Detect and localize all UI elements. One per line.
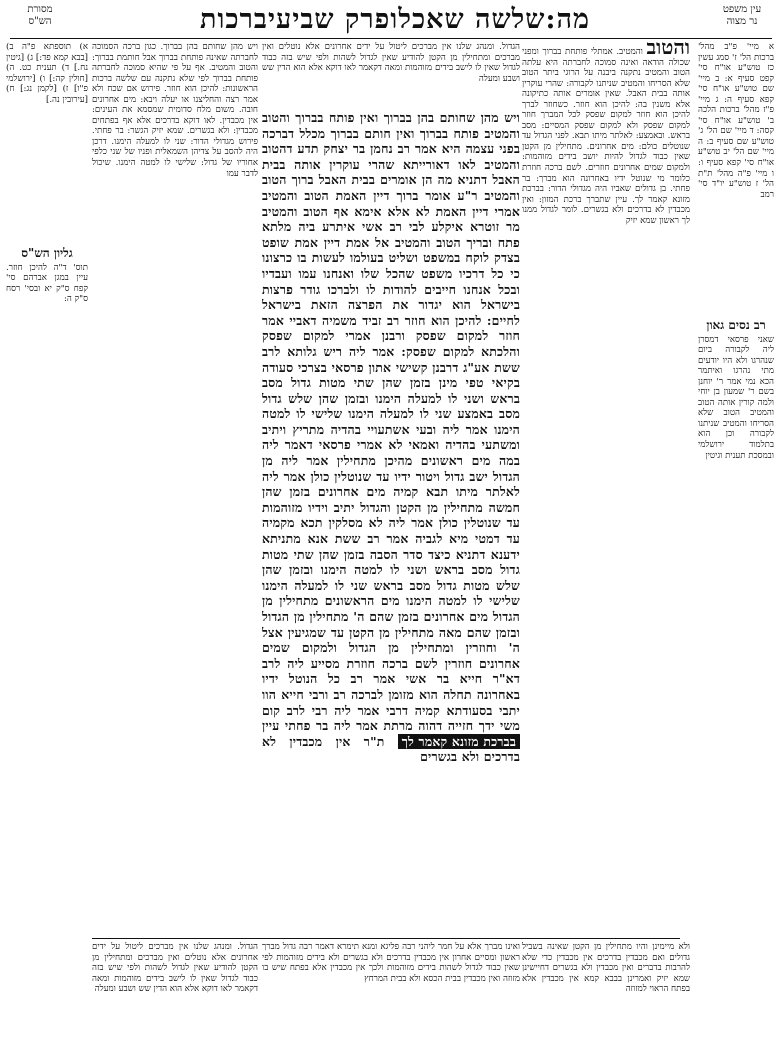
title-chapter-name: שלשה שאכלו xyxy=(390,3,546,35)
bottom-left-text: הגדול. ומנהג שלנו אין מברכים ליטול על ידים אחרונים אלא נוטלים ואין מברכים ומתחילין מן הקטן להודיע שאין לגדול לשהות ולפי שיש בזה כבוד לגדול שאין לו לישב בידים מזוהמות ומאה דקאמר לאו דוקא אלא הוא הדין שש ושבע ומעלה xyxy=(92,942,258,995)
hashas-label: הש"ס xyxy=(28,16,52,27)
rabbeinu-nissim-title: רב נסים גאון xyxy=(706,318,766,332)
ein-mishpat-label: עין משפט xyxy=(722,4,762,15)
bottom-rule xyxy=(92,938,680,939)
rabbeinu-nissim xyxy=(698,318,774,658)
masoret-label: מסורת xyxy=(27,4,53,15)
bottom-center-text: ואינו מברך אלא על חמר ליהני רבה פליגא ומנא תימרא דאמר רבה גדול מברך ראשון ומסיים אחרון אין מכבדין בדרכים ולא בגשרים ולא בידים מזוהמות לפי שאין כבוד לגדול לשהות בידים מזוהמות ולכך אין מכבדין אלא בפתח שיש בו מזוזה ואין מכבדין בבית הכסא ולא בבית המרחץ xyxy=(262,942,520,984)
rashi-column xyxy=(522,42,690,934)
masoret-text: א) תוספתא פ"ה ב) [בבא קמא פד:] ג) [גיטין נח.] ד) תענית כט. ה) [חולין קה:] ו) [ירושלמי פ"ו] ז) [לקמן נג:] ח) [עירובין נה.] xyxy=(6,42,88,105)
tosafot-top-band xyxy=(262,42,520,106)
gilyon-hashas xyxy=(6,246,88,366)
tosafot-column xyxy=(92,42,258,934)
gemara-text: מהן שחותם בהן בברוך ואין פותח בברוך והטוב והמטיב פותח בברוך ואין חותם בברוך מכלל דברכה בפני עצמה היא אמר רב נחמן בר יצחק תדע דהטוב והמטיב לאו דאורייתא שהרי עוקרין אותה בבית האבל דתניא מה הן אומרים בבית האבל ברוך הטוב והמטיב ר"ע אומר ברוך דיין האמת הטוב והמטיב אמרי דיין האמת לא אלא אימא אף הטוב והמטיב מר זוטרא איקלע לבי רב אשי איתרע ביה מלתא פתח ובריך הטוב והמטיב אל אמת דיין אמת שופט בצדק לוקח במשפט ושליט בעולמו לעשות בו כרצונו כי כל דרכיו משפט שהכל שלו ואנחנו עמו ועבדיו ובכל אנחנו חייבים להודות לו ולברכו גודר פרצות בישראל הוא יגדור את הפרצה הזאת בישראל לחיים: להיכן הוא חוזר רב זביד משמיה דאביי אמר חוזר למקום שפסק ורבנן אמרי למקום שפסק והלכתא למקום שפסק: אמר ליה ריש גלותא לרב ששת אע"ג דרבנן קשישי אתון פרסאי בצרכי סעודה בקיאי טפי מינן בזמן שהן שתי מטות גדול מסב בראש ושני לו למעלה הימנו ובזמן שהן שלש גדול מסב באמצע שני לו למעלה הימנו שלישי לו למטה הימנו אמר ליה ובעי אשתעויי בהדיה מתריץ ויתיב ומשתעי בהדיה ואמאי לא אמרי פרסאי דאמר ליה במה מים ראשונים מהיכן מתחילין אמר ליה מן הגדול ישב גדול ויטור ידיו עד שנוטלין כולן אמר ליה לאלתר מיתו תבא קמיה מים אחרונים בזמן שהן חמשה מתחילין מן הקטן והגדול יתיב וידיו מזוהמות עד שנוטלין כולן אמר ליה לא מסלקין תכא מקמיה עד דמטי מיא לגביה אמר רב ששת אנא מתניתא ידענא דתניא כיצד סדר הסבה בזמן שהן שתי מטות גדול מסב בראש ושני לו למטה הימנו ובזמן שהן שלש מטות גדול מסב בראש שני לו למעלה הימנו שלישי לו למטה הימנו מים הראשונים מתחילין מן הגדול מים אחרונים בזמן שהם ה' מתחילין מן הגדול ובזמן שהם מאה מתחילין מן הקטן עד שמגיעין אצל ה' וחוזרין ומתחילין מן הגדול ולמקום שמים אחרונים חוזרין לשם ברכה חוזרת מסייע ליה לרב דא"ר חייא בר אשי אמר רב כל הנוטל ידיו באחרונה תחלה הוא מזומן לברכה רב ורבי חייא הוו יתבי בסעודתא קמיה דרבי אמר ליה רבי לרב קום משי ידך חזייה דהוה מרתת אמר ליה בר פחתי עיין xyxy=(262,110,520,734)
masoret-header xyxy=(10,4,70,28)
ein-mishpat-notes xyxy=(698,42,774,312)
tosafot-top-text: הגדול. ומנהג שלנו אין מברכים ליטול על ידים אחרונים אלא נוטלים ואין מברכים ומתחילין מן הקטן להודיע שאין לגדול לשהות ולפי שיש בזה כבוד לגדול שאין לו לישב בידים מזוהמות ומאה דקאמר לאו דוקא אלא הוא הדין שש ושבע ומעלה xyxy=(262,42,520,84)
gemara-highlight: בברכת מזונא קאמר לך xyxy=(398,734,520,750)
title-chapter-number: פרק שביעי xyxy=(267,3,391,35)
bottom-rashi xyxy=(522,942,690,1040)
ein-mishpat-header xyxy=(712,4,772,28)
bottom-center xyxy=(262,942,520,1040)
page-title xyxy=(200,2,590,36)
ein-mishpat-text: א מיי' פ"ב מהל' ברכות הל' ז' סמג עשין כז טוש"ע או"ח סי' קפט סעיף א: ב מיי' שם טוש"ע או"ח סי' קפא סעיף ה: ג מיי' פ"ז מהל' ברכות הלכה ב' טוש"ע או"ח סי' קסה: ד מיי' שם הל' ג' טוש"ע שם סעיף ב: ה מיי' שם הל' יב טוש"ע או"ח סי' קפא סעיף ו: ו מיי' פ"ה מהל' ת"ת הל' ז טוש"ע יו"ד סי' רמב xyxy=(698,42,774,200)
rashi-text: והמטיב. אמתלי פותחת בברוך ומפני שכולה הודאה ואינה סמוכה לחברתה היא עלתה הטוב והמטיב נתקנה ביבנה על הרוגי ביתר הטוב שלא הסריחו והמטיב שניתנו לקבורה: שהרי עוקרין אותה בבית האבל. שאין אומרים אותה כתיקונה אלא משנין בה: להיכן הוא חוזר. כשחוזר לברך להיכן הוא חוזר למקום שפסק לכל המברך חוזר למקום שפסק ולא למקום שפסק המסיים: מסב בראש. ובאמצע: לאלתר מיתו תבא. לפני הגדול עד שנוטלים כולם: מים אחרונים. מתחילין מן הקטן שאין כבוד לגדול להיות יושב בידים מזוהמות: ולמקום שמים אחרונים חוזרים. לשם ברכה חוזרת כלומר מי שנוטל ידיו באחרונה הוא מברך: בר פחתי. בן גדולים שאביו היה מגדולי הדור: בברכת מזונא קאמר לך. עיין שתברך ברכת המזון: ואין מכבדין לא בדרכים ולא בגשרים. לומר לגדול ממנו לך ראשון שמא יזיק xyxy=(522,47,690,226)
page-number: מה: xyxy=(545,3,590,35)
rabbeinu-nissim-text: שאני פרסאי דמסרן ליה לקבורה ביום שנהרגו ולא היו יודעים מתי נהרגו ואיתמר הכא נמי אמר ר' יוחנן בשם ר' שמעון בן יוחי ולמה קורין אותה הטוב והמטיב הטוב שלא הסריחו והמטיב שניתנו לקבורה וכן הוא בתלמוד ירושלמי ובמסכת תענית וגיטין xyxy=(698,334,774,461)
gemara-column xyxy=(262,110,520,900)
header-rule xyxy=(10,38,772,39)
ner-mitzvah-label: נר מצוה xyxy=(726,16,758,27)
bottom-right-text: ולא מיימינן והיו מתחילין מן הקטן שאינה בשביל גדולים ואם מכבדין בדרכים אין מכבדין כדי שלא להרבות בדברים ואין מכבדין ולא בגשרים דחיישינן שמא יזיק ואמרינן בבבא קמא אין מכבדין אלא בפתח הראוי למזוזה xyxy=(522,942,690,995)
title-tractate: ברכות xyxy=(200,3,268,35)
bottom-tosafot xyxy=(92,942,258,1040)
masoret-notes xyxy=(6,42,88,242)
rashi-opening-word: והטוב xyxy=(646,42,690,59)
gilyon-title: גליון הש"ס xyxy=(21,246,73,260)
tosafot-text: ויש מהן שחותם בהן בברוך. כגון ברכה הסמוכה לחברתה שאינה פותחת בברוך אבל חותמת בברוך: והטוב והמטיב. אף על פי שהיא סמוכה לחברתה פותחת בברוך לפי שלא נתקנה עם שלשה ברכות הראשונות: להיכן הוא חוזר. פירוש אם שכח ולא אמר רצה והחליצנו או יעלה ויבא: מים אחרונים חובה. משום מלח סדומית שמסמא את העינים: אין מכבדין. לאו דוקא בדרכים אלא אף בפתחים מכבדין: ולא בגשרים. שמא יזיק הגשר: בר פחתי. פירוש מגדולי הדור: שני לו למעלה הימנו. דרכן היה להסב על צדיהן השמאלית ופניו של שני כלפי אחוריו של גדול: שלישי לו למטה הימנו. שיכול לדבר עמו xyxy=(92,42,258,179)
gemara-opening-word: ויש xyxy=(504,110,520,125)
gemara-tail: ת"ר אין מכבדין לא בדרכים ולא בגשרים xyxy=(262,733,520,765)
gilyon-text: תוס' ד"ה להיכן חוזר. עיין במגן אברהם סי' קפח ס"ק יא ובסי' רסח ס"ק ה: xyxy=(6,262,88,305)
